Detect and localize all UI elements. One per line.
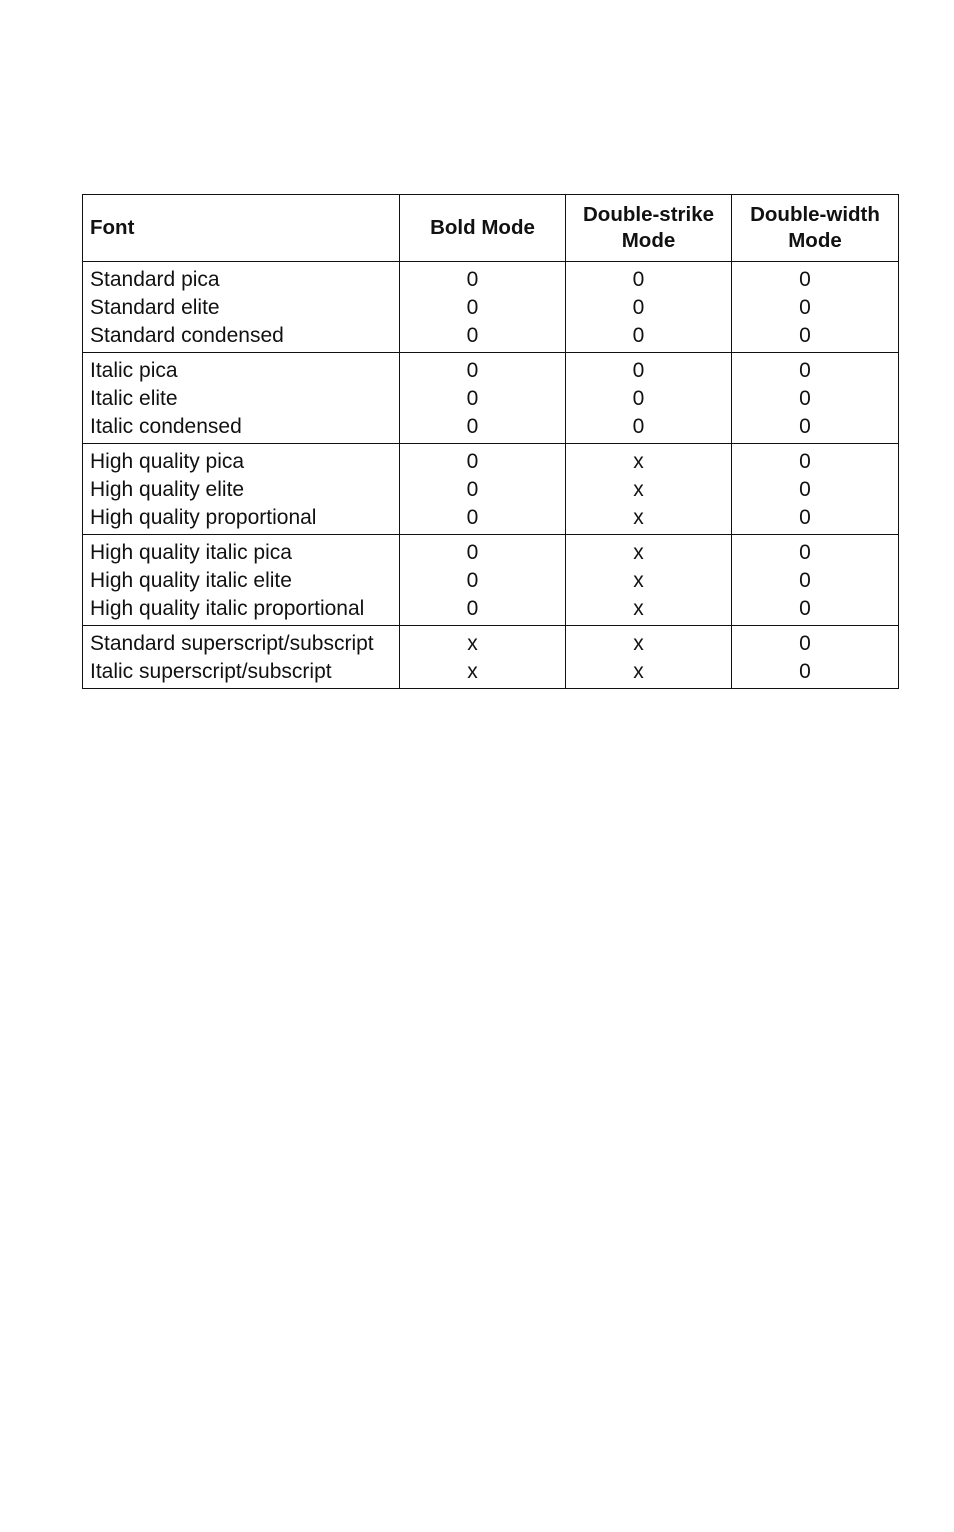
bold-mode-cell [400,626,566,689]
font-cell [83,262,400,353]
double-strike-value: x [633,569,644,592]
header-double-width-line-2: Mode [788,229,842,252]
double-width-value: 0 [799,541,811,564]
bold-mode-value: x [467,632,478,655]
bold-mode-cell [400,444,566,535]
double-width-value: 0 [799,359,811,382]
double-width-cell [732,626,899,689]
double-width-value: 0 [799,506,811,529]
double-width-value: 0 [799,478,811,501]
header-font [83,195,400,262]
double-strike-value: 0 [632,415,645,438]
font-name: Italic elite [90,387,178,410]
double-width-value: 0 [799,450,811,473]
font-name: Standard pica [90,268,220,291]
table-header [83,195,899,262]
bold-mode-cell [400,262,566,353]
double-width-value: 0 [799,387,811,410]
header-font-label: Font [90,216,135,239]
header-bold-mode-label: Bold Mode [430,216,535,239]
double-width-cell [732,535,899,626]
double-width-cell [732,353,899,444]
double-width-value: 0 [799,296,811,319]
double-width-cell [732,262,899,353]
header-double-strike-line-1: Double-strike [583,203,714,226]
table-row-group-high-quality [83,444,899,535]
bold-mode-value: 0 [466,569,479,592]
table-body [83,262,899,689]
double-strike-value: 0 [632,296,645,319]
double-strike-value: 0 [632,359,645,382]
header-double-strike-mode [566,195,732,262]
double-strike-value: 0 [632,268,645,291]
font-name: Standard superscript/subscript [90,632,374,655]
font-cell [83,353,400,444]
double-width-value: 0 [799,632,811,655]
font-cell [83,444,400,535]
double-strike-cell [566,535,732,626]
bold-mode-value: 0 [466,324,479,347]
double-width-value: 0 [799,415,811,438]
table-row-group-italic [83,353,899,444]
bold-mode-value: 0 [466,268,479,291]
bold-mode-cell [400,535,566,626]
font-name: High quality italic elite [90,569,292,592]
font-name: Italic condensed [90,415,242,438]
header-row [83,195,899,262]
header-double-width-line-1: Double-width [750,203,880,226]
double-width-cell [732,444,899,535]
double-strike-value: 0 [632,324,645,347]
bold-mode-value: 0 [466,541,479,564]
double-strike-value: x [633,506,644,529]
table-row-group-superscript-subscript [83,626,899,689]
header-double-width-mode [732,195,899,262]
double-strike-value: x [633,478,644,501]
font-cell [83,535,400,626]
bold-mode-value: 0 [466,296,479,319]
double-strike-value: x [633,450,644,473]
bold-mode-value: 0 [466,450,479,473]
bold-mode-value: 0 [466,478,479,501]
double-strike-cell [566,353,732,444]
double-width-value: 0 [799,324,811,347]
font-name: High quality italic proportional [90,597,365,620]
double-width-value: 0 [799,268,811,291]
header-double-strike-line-2: Mode [621,229,676,252]
table-row-group-high-quality-italic [83,535,899,626]
font-name: Standard elite [90,296,220,319]
double-strike-value: x [633,541,644,564]
font-name: High quality pica [90,450,245,473]
font-mode-table-container [82,194,898,689]
double-strike-cell [566,444,732,535]
font-name: High quality elite [90,478,245,501]
double-width-value: 0 [799,597,811,620]
font-name: Standard condensed [90,324,284,347]
font-cell [83,626,400,689]
double-width-value: 0 [799,660,811,683]
double-strike-value: x [633,597,644,620]
font-name: High quality proportional [90,506,317,529]
bold-mode-cell [400,353,566,444]
double-strike-cell [566,262,732,353]
double-strike-value: 0 [632,387,645,410]
bold-mode-value: 0 [466,387,479,410]
font-name: High quality italic pica [90,541,292,564]
double-strike-cell [566,626,732,689]
font-mode-table [82,194,899,689]
header-bold-mode [400,195,566,262]
bold-mode-value: 0 [466,506,479,529]
double-strike-value: x [633,632,644,655]
double-width-value: 0 [799,569,811,592]
bold-mode-value: 0 [466,597,479,620]
font-name: Italic pica [90,359,178,382]
font-name: Italic superscript/subscript [90,660,332,683]
bold-mode-value: x [467,660,478,683]
bold-mode-value: 0 [466,359,479,382]
bold-mode-value: 0 [466,415,479,438]
table-row-group-standard [83,262,899,353]
double-strike-value: x [633,660,644,683]
